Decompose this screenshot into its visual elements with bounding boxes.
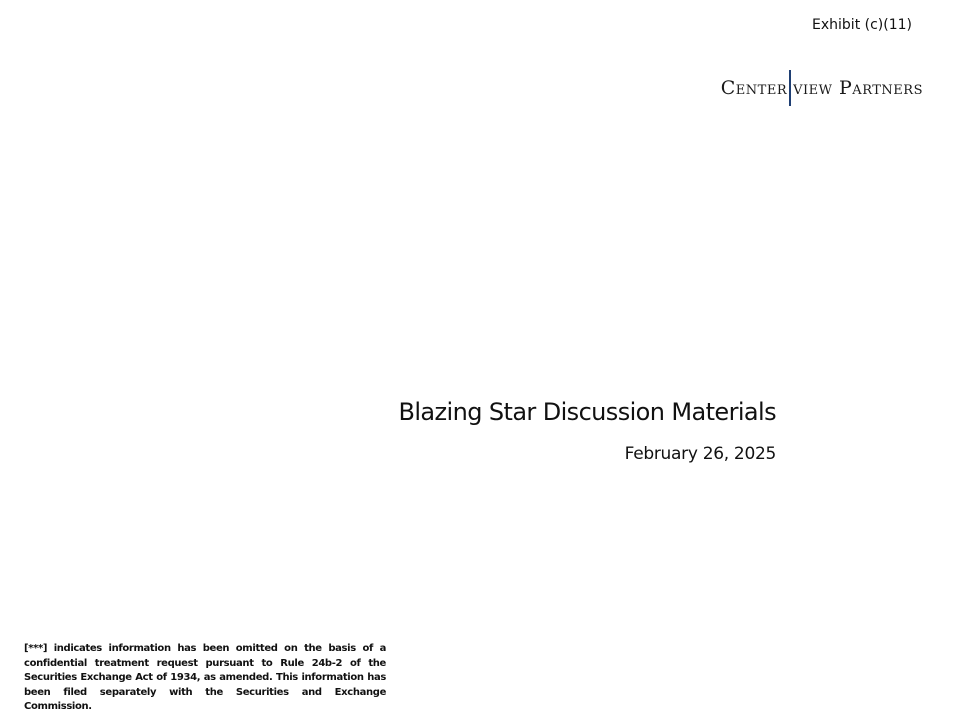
centerview-partners-logo [721, 70, 923, 106]
title-block [380, 398, 776, 464]
confidentiality-disclaimer: [***] indicates information has been omitted on the basis of a confidential treatment request pursuant to Rule 24b-2 of the Securities Exchange Act of 1934, as amended. This information has been filed separately with the Securities and Exchange Commission. [24, 643, 386, 712]
logo-text-left: Center [720, 77, 788, 99]
document-title: Blazing Star Discussion Materials [398, 398, 776, 426]
exhibit-label: Exhibit (c)(11) [812, 17, 912, 33]
document-date: February 26, 2025 [624, 444, 776, 464]
logo-divider [789, 70, 791, 106]
logo-text-right: view Partners [793, 77, 923, 99]
